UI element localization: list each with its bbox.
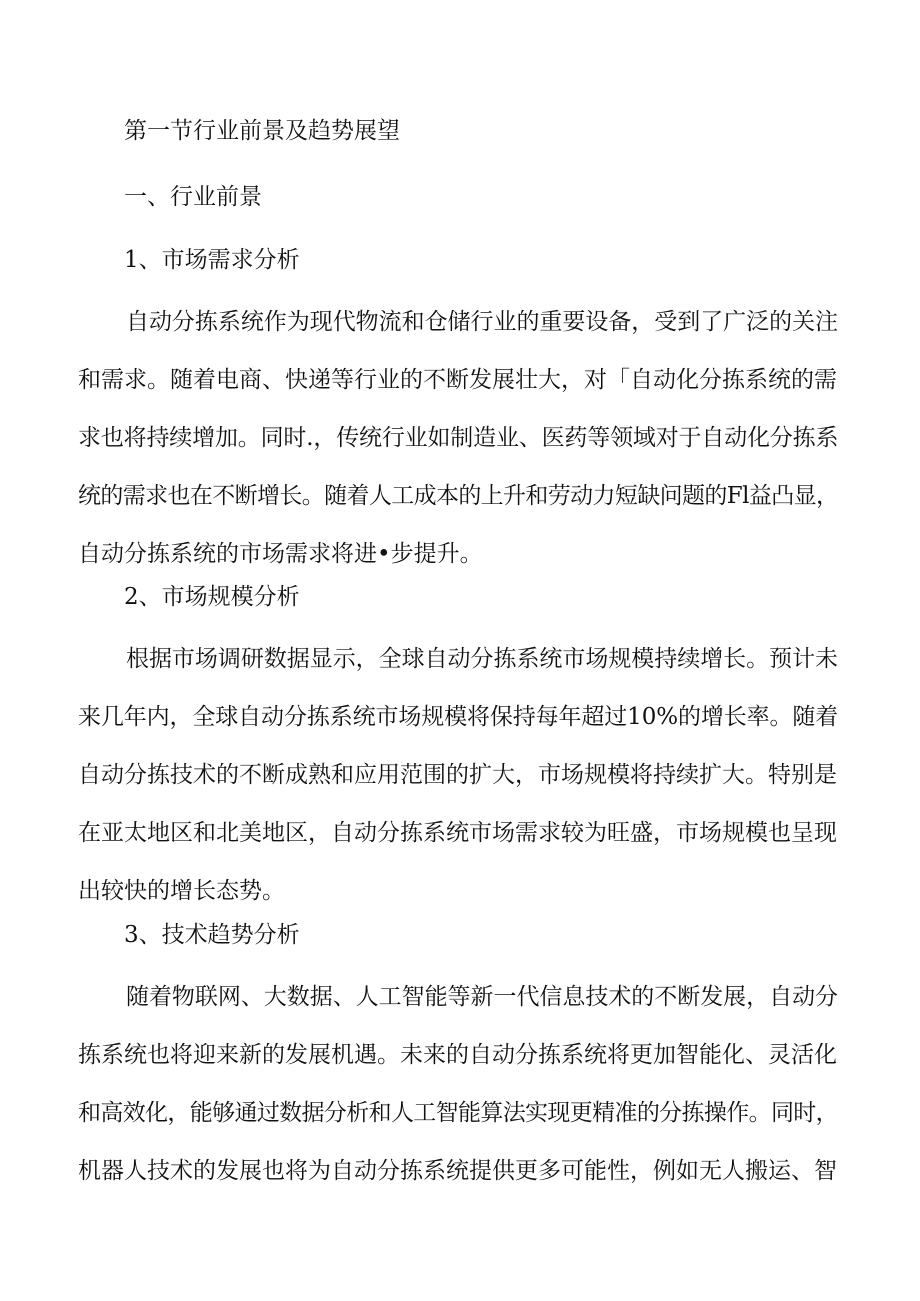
paragraph-line: 和高效化，能够通过数据分析和人工智能算法实现更精准的分拣操作。同时，: [78, 1100, 839, 1126]
paragraph-demand: [78, 307, 838, 597]
paragraph-line: 随着物联网、大数据、人工智能等新一代信息技术的不断发展，自动分: [126, 984, 838, 1010]
paragraph-tech: [78, 982, 838, 1214]
subsection-heading-demand: 1、市场需求分析: [124, 247, 300, 273]
paragraph-line: 自动分拣技术的不断成熟和应用范围的扩大，市场规模将持续扩大。特别是: [78, 762, 837, 788]
subsection-heading-tech: 3、技术趋势分析: [124, 922, 300, 948]
subsection-heading-scale: 2、市场规模分析: [124, 584, 300, 610]
paragraph-scale: [78, 644, 838, 934]
paragraph-line: 统的需求也在不断增长。随着人工成本的上升和劳动力短缺问题的Fl益凸显，: [78, 483, 839, 509]
paragraph-line: 根据市场调研数据显示，全球自动分拣系统市场规模持续增长。预计未: [126, 646, 838, 672]
paragraph-line: 自动分拣系统作为现代物流和仓储行业的重要设备，受到了广泛的关注: [126, 309, 838, 335]
paragraph-line: 机器人技术的发展也将为自动分拣系统提供更多可能性，例如无人搬运、智: [78, 1158, 837, 1184]
paragraph-line: 来几年内，全球自动分拣系统市场规模将保持每年超过10%的增长率。随着: [78, 704, 839, 730]
paragraph-line: 求也将持续增加。同时.，传统行业如制造业、医药等领域对于自动化分拣系: [78, 425, 839, 451]
paragraph-line: 和需求。随着电商、快递等行业的不断发展壮大，对「自动化分拣系统的需: [78, 367, 837, 393]
paragraph-line: 自动分拣系统的市场需求将进•步提升。: [78, 541, 483, 567]
paragraph-line: 拣系统也将迎来新的发展机遇。未来的自动分拣系统将更加智能化、灵活化: [78, 1042, 837, 1068]
section-title: 第一节行业前景及趋势展望: [124, 118, 400, 144]
paragraph-line: 出较快的增长态势。: [78, 878, 285, 904]
part-title: 一、行业前景: [124, 184, 262, 210]
paragraph-line: 在亚太地区和北美地区，自动分拣系统市场需求较为旺盛，市场规模也呈现: [78, 820, 837, 846]
